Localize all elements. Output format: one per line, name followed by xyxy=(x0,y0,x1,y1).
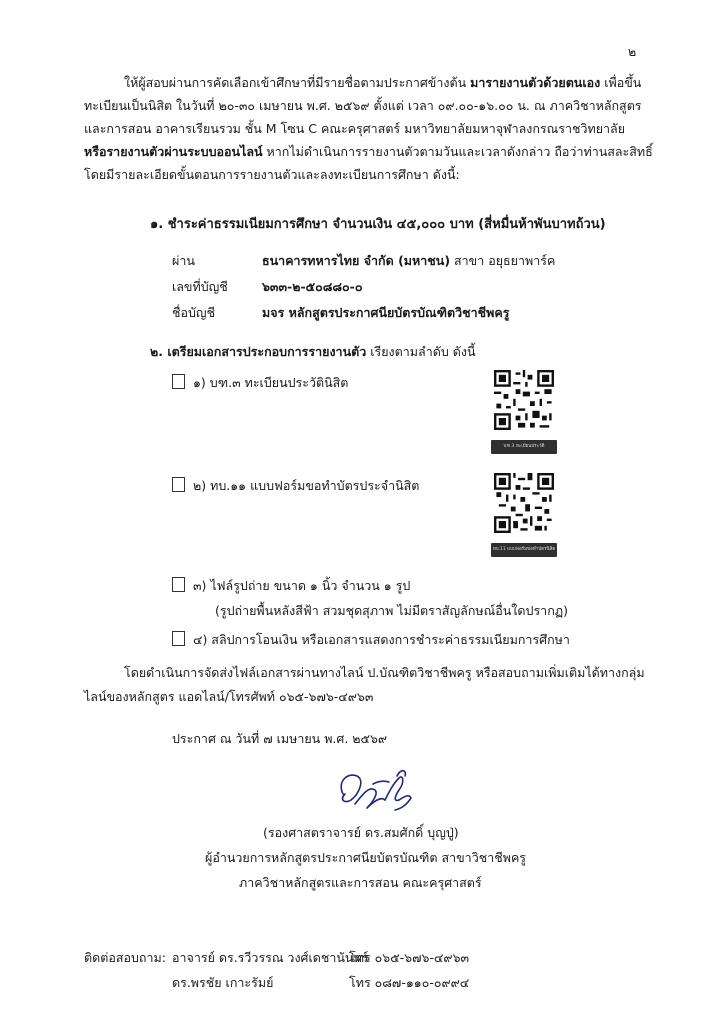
intro-line-1 xyxy=(124,72,641,95)
section2-heading-bold: ๒. เตรียมเอกสารประกอบการรายงานตัว xyxy=(150,344,367,359)
qr-code-icon xyxy=(494,370,554,430)
submission-line-1: โดยดำเนินการจัดส่งไฟล์เอกสารผ่านทางไลน์ ป.บัณฑิตวิชาชีพครู หรือสอบถามเพิ่มเติมได้ทางกลุ่ม xyxy=(124,665,645,680)
doc-item-4 xyxy=(172,630,570,650)
doc-item-label: ๒) ทบ.๑๑ แบบฟอร์มขอทำบัตรประจำนิสิต xyxy=(193,478,420,493)
section2-heading xyxy=(150,342,476,362)
section1-heading: ๑. ชำระค่าธรรมเนียมการศึกษา จำนวนเงิน ๔๕,๐๐๐ บาท (สี่หมื่นห้าพันบาทถ้วน) xyxy=(150,217,606,232)
intro-tail: เพื่อขึ้น xyxy=(600,75,642,90)
qr-caption: บฑ.3 ทะเบียนประวัติ xyxy=(491,440,557,454)
contact-label: ติดต่อสอบถาม: xyxy=(84,950,166,965)
contact-person-phone: โทร ๐๖๕-๖๗๖-๔๙๖๓ xyxy=(349,950,470,965)
checkbox[interactable] xyxy=(172,477,185,492)
checkbox[interactable] xyxy=(172,577,185,592)
page-number: ๒ xyxy=(628,44,637,59)
intro-bold-report-in-person: มารายงานตัวด้วยตนเอง xyxy=(470,75,601,90)
section2-heading-tail: เรียงตามลำดับ ดังนี้ xyxy=(366,344,476,359)
intro-bold-online: หรือรายงานตัวผ่านระบบออนไลน์ xyxy=(84,144,263,159)
doc-item-label: ๑) บฑ.๓ ทะเบียนประวัตินิสิต xyxy=(193,375,349,390)
bank-branch: สาขา อยุธยาพาร์ค xyxy=(450,253,556,268)
submission-line-2: ไลน์ของหลักสูตร แอดไลน์/โทรศัพท์ ๐๖๕-๖๗๖-๔๙๖๓ xyxy=(84,689,374,704)
qr-caption: ทบ.11 แบบฟอร์มขอทำบัตรนิสิต xyxy=(491,543,557,557)
intro-text: ให้ผู้สอบผ่านการคัดเลือกเข้าศึกษาที่มีรายชื่อตามประกาศข้างต้น xyxy=(124,75,471,90)
qr-code-image xyxy=(494,370,554,430)
signature-image xyxy=(333,764,423,825)
bank-name: ธนาคารทหารไทย จำกัด (มหาชน) xyxy=(262,253,451,268)
signatory-position-2: ภาควิชาหลักสูตรและการสอน คณะครุศาสตร์ xyxy=(239,875,482,890)
signature-icon xyxy=(333,764,423,822)
account-no-label: เลขที่บัญชี xyxy=(172,279,228,294)
doc-item-3-note: (รูปถ่ายพื้นหลังสีฟ้า สวมชุดสุภาพ ไม่มีตราสัญลักษณ์อื่นใดปรากฏ) xyxy=(215,603,569,618)
doc-item-3 xyxy=(172,576,410,596)
checkbox[interactable] xyxy=(172,631,185,646)
signatory-name: (รองศาสตราจารย์ ดร.สมศักดิ์ บุญปู่) xyxy=(263,825,459,840)
intro-line-5: โดยมีรายละเอียดขั้นตอนการรายงานตัวและลงทะเบียนการศึกษา ดังนี้: xyxy=(84,167,460,182)
account-name-label: ชื่อบัญชี xyxy=(172,305,216,320)
contact-person-name: อาจารย์ ดร.รวีวรรณ วงศ์เดชานันทร์ xyxy=(172,950,369,965)
contact-person-phone: โทร ๐๘๗-๑๑๐-๐๙๙๔ xyxy=(349,975,470,990)
via-value xyxy=(262,251,555,271)
doc-item-1 xyxy=(172,373,348,393)
announce-date: ประกาศ ณ วันที่ ๗ เมษายน พ.ศ. ๒๕๖๙ xyxy=(172,731,388,746)
doc-item-2 xyxy=(172,476,419,496)
qr-code-icon xyxy=(494,473,554,533)
account-name: มจร หลักสูตรประกาศนียบัตรบัณฑิตวิชาชีพครู xyxy=(262,305,510,320)
intro-line-4 xyxy=(84,141,653,164)
intro-line-3: และการสอน อาคารเรียนรวม ชั้น M โซน C คณะครุศาสตร์ มหาวิทยาลัยมหาจุฬาลงกรณราชวิทยาลัย xyxy=(84,121,626,136)
qr-code-image xyxy=(494,473,554,533)
doc-item-label: ๓) ไฟล์รูปถ่าย ขนาด ๑ นิ้ว จำนวน ๑ รูป xyxy=(193,578,411,593)
intro-line-2: ทะเบียนเป็นนิสิต ในวันที่ ๒๐-๓๐ เมษายน พ.ศ. ๒๕๖๙ ตั้งแต่ เวลา ๐๙.๐๐-๑๖.๐๐ น. ณ ภาควิชาหลักสูตร xyxy=(84,98,642,113)
checkbox[interactable] xyxy=(172,374,185,389)
signatory-position-1: ผู้อำนวยการหลักสูตรประกาศนียบัตรบัณฑิต สาขาวิชาชีพครู xyxy=(205,850,527,865)
doc-item-label: ๔) สลิปการโอนเงิน หรือเอกสารแสดงการชำระค่าธรรมเนียมการศึกษา xyxy=(193,632,570,647)
via-label: ผ่าน xyxy=(172,253,195,268)
contact-person-name: ดร.พรชัย เกาะรัมย์ xyxy=(172,975,274,990)
intro-tail-2: หากไม่ดำเนินการรายงานตัวตามวันและเวลาดังกล่าว ถือว่าท่านสละสิทธิ์ xyxy=(262,144,653,159)
account-no: ๖๓๓-๒-๕๐๘๘๐-๐ xyxy=(262,279,363,294)
